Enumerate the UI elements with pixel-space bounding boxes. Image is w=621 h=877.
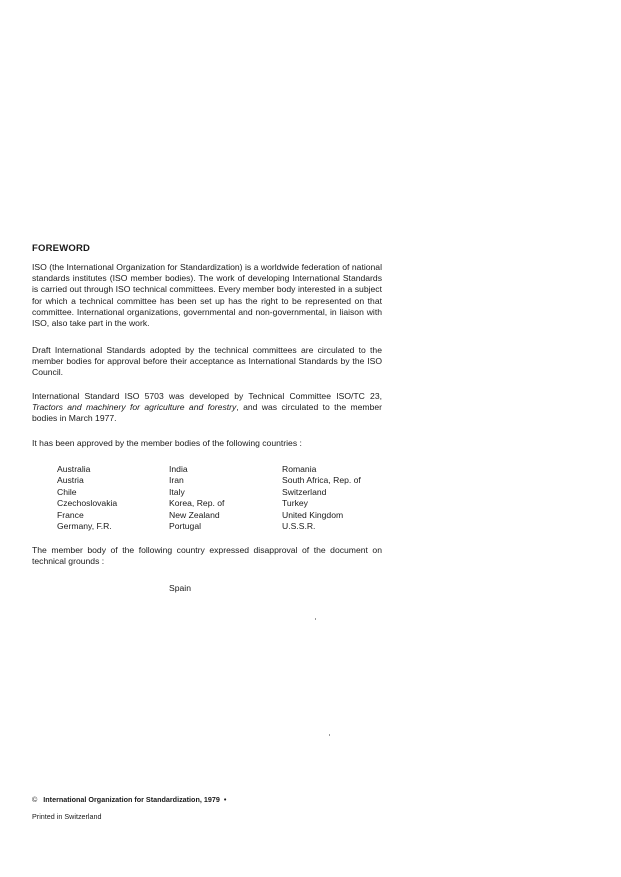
- country: India: [169, 464, 188, 474]
- foreword-heading: FOREWORD: [32, 243, 91, 254]
- country: U.S.S.R.: [282, 521, 316, 532]
- approving-countries-list: [57, 464, 387, 532]
- committee-title: Tractors and machinery for agriculture and forestry: [32, 402, 237, 413]
- country: Romania: [282, 464, 317, 474]
- copyright-line: [32, 795, 226, 804]
- country: Portugal: [169, 521, 202, 532]
- country: Korea, Rep. of: [169, 498, 225, 509]
- country: Turkey: [282, 498, 308, 509]
- country: Switzerland: [282, 486, 327, 497]
- development-text-end: , and was circulated to the member bodies in March 1977.: [32, 402, 383, 424]
- copyright-text: International Organization for Standardization, 1979: [43, 795, 220, 804]
- country: Iran: [169, 475, 184, 486]
- bullet-icon: •: [223, 795, 227, 804]
- countries-column-3: [282, 464, 361, 532]
- scan-speck: [329, 734, 330, 736]
- country: Italy: [169, 486, 185, 497]
- country: Australia: [57, 464, 91, 474]
- development-paragraph: [32, 391, 382, 425]
- country: South Africa, Rep. of: [282, 475, 361, 486]
- countries-column-2: [169, 464, 282, 532]
- approval-intro: It has been approved by the member bodies of the following countries :: [32, 438, 302, 448]
- foreword-paragraph-1: ISO (the International Organization for Standardization) is a worldwide federation of national standards institutes (ISO member bodies). The work of developing International Standards is carried out through ISO technical committees. Every member body interested in a subject for which a technical committee has been set up has the right to be represented on that committee. International organizations, governmental and non-governmental, in liaison with ISO, also take part in the work.: [32, 262, 382, 329]
- country: Chile: [57, 486, 77, 497]
- country: France: [57, 509, 84, 520]
- country: Austria: [57, 475, 84, 486]
- country: United Kingdom: [282, 509, 344, 520]
- foreword-paragraph-2: Draft International Standards adopted by the technical committees are circulated to the member bodies for approval before their acceptance as International Standards by the ISO Council.: [32, 345, 382, 378]
- disapproval-intro: The member body of the following country expressed disapproval of the document on technical grounds :: [32, 545, 382, 567]
- copyright-icon: ©: [32, 795, 38, 804]
- disapproving-country: Spain: [169, 583, 191, 593]
- countries-column-1: [57, 464, 169, 532]
- printed-in: Printed in Switzerland: [32, 812, 102, 821]
- development-text-start: International Standard ISO 5703 was developed by Technical Committee ISO/TC 23,: [32, 391, 382, 401]
- scan-speck: [315, 618, 316, 620]
- country: Czechoslovakia: [57, 498, 118, 509]
- country: New Zealand: [169, 509, 220, 520]
- country: Germany, F.R.: [57, 521, 112, 532]
